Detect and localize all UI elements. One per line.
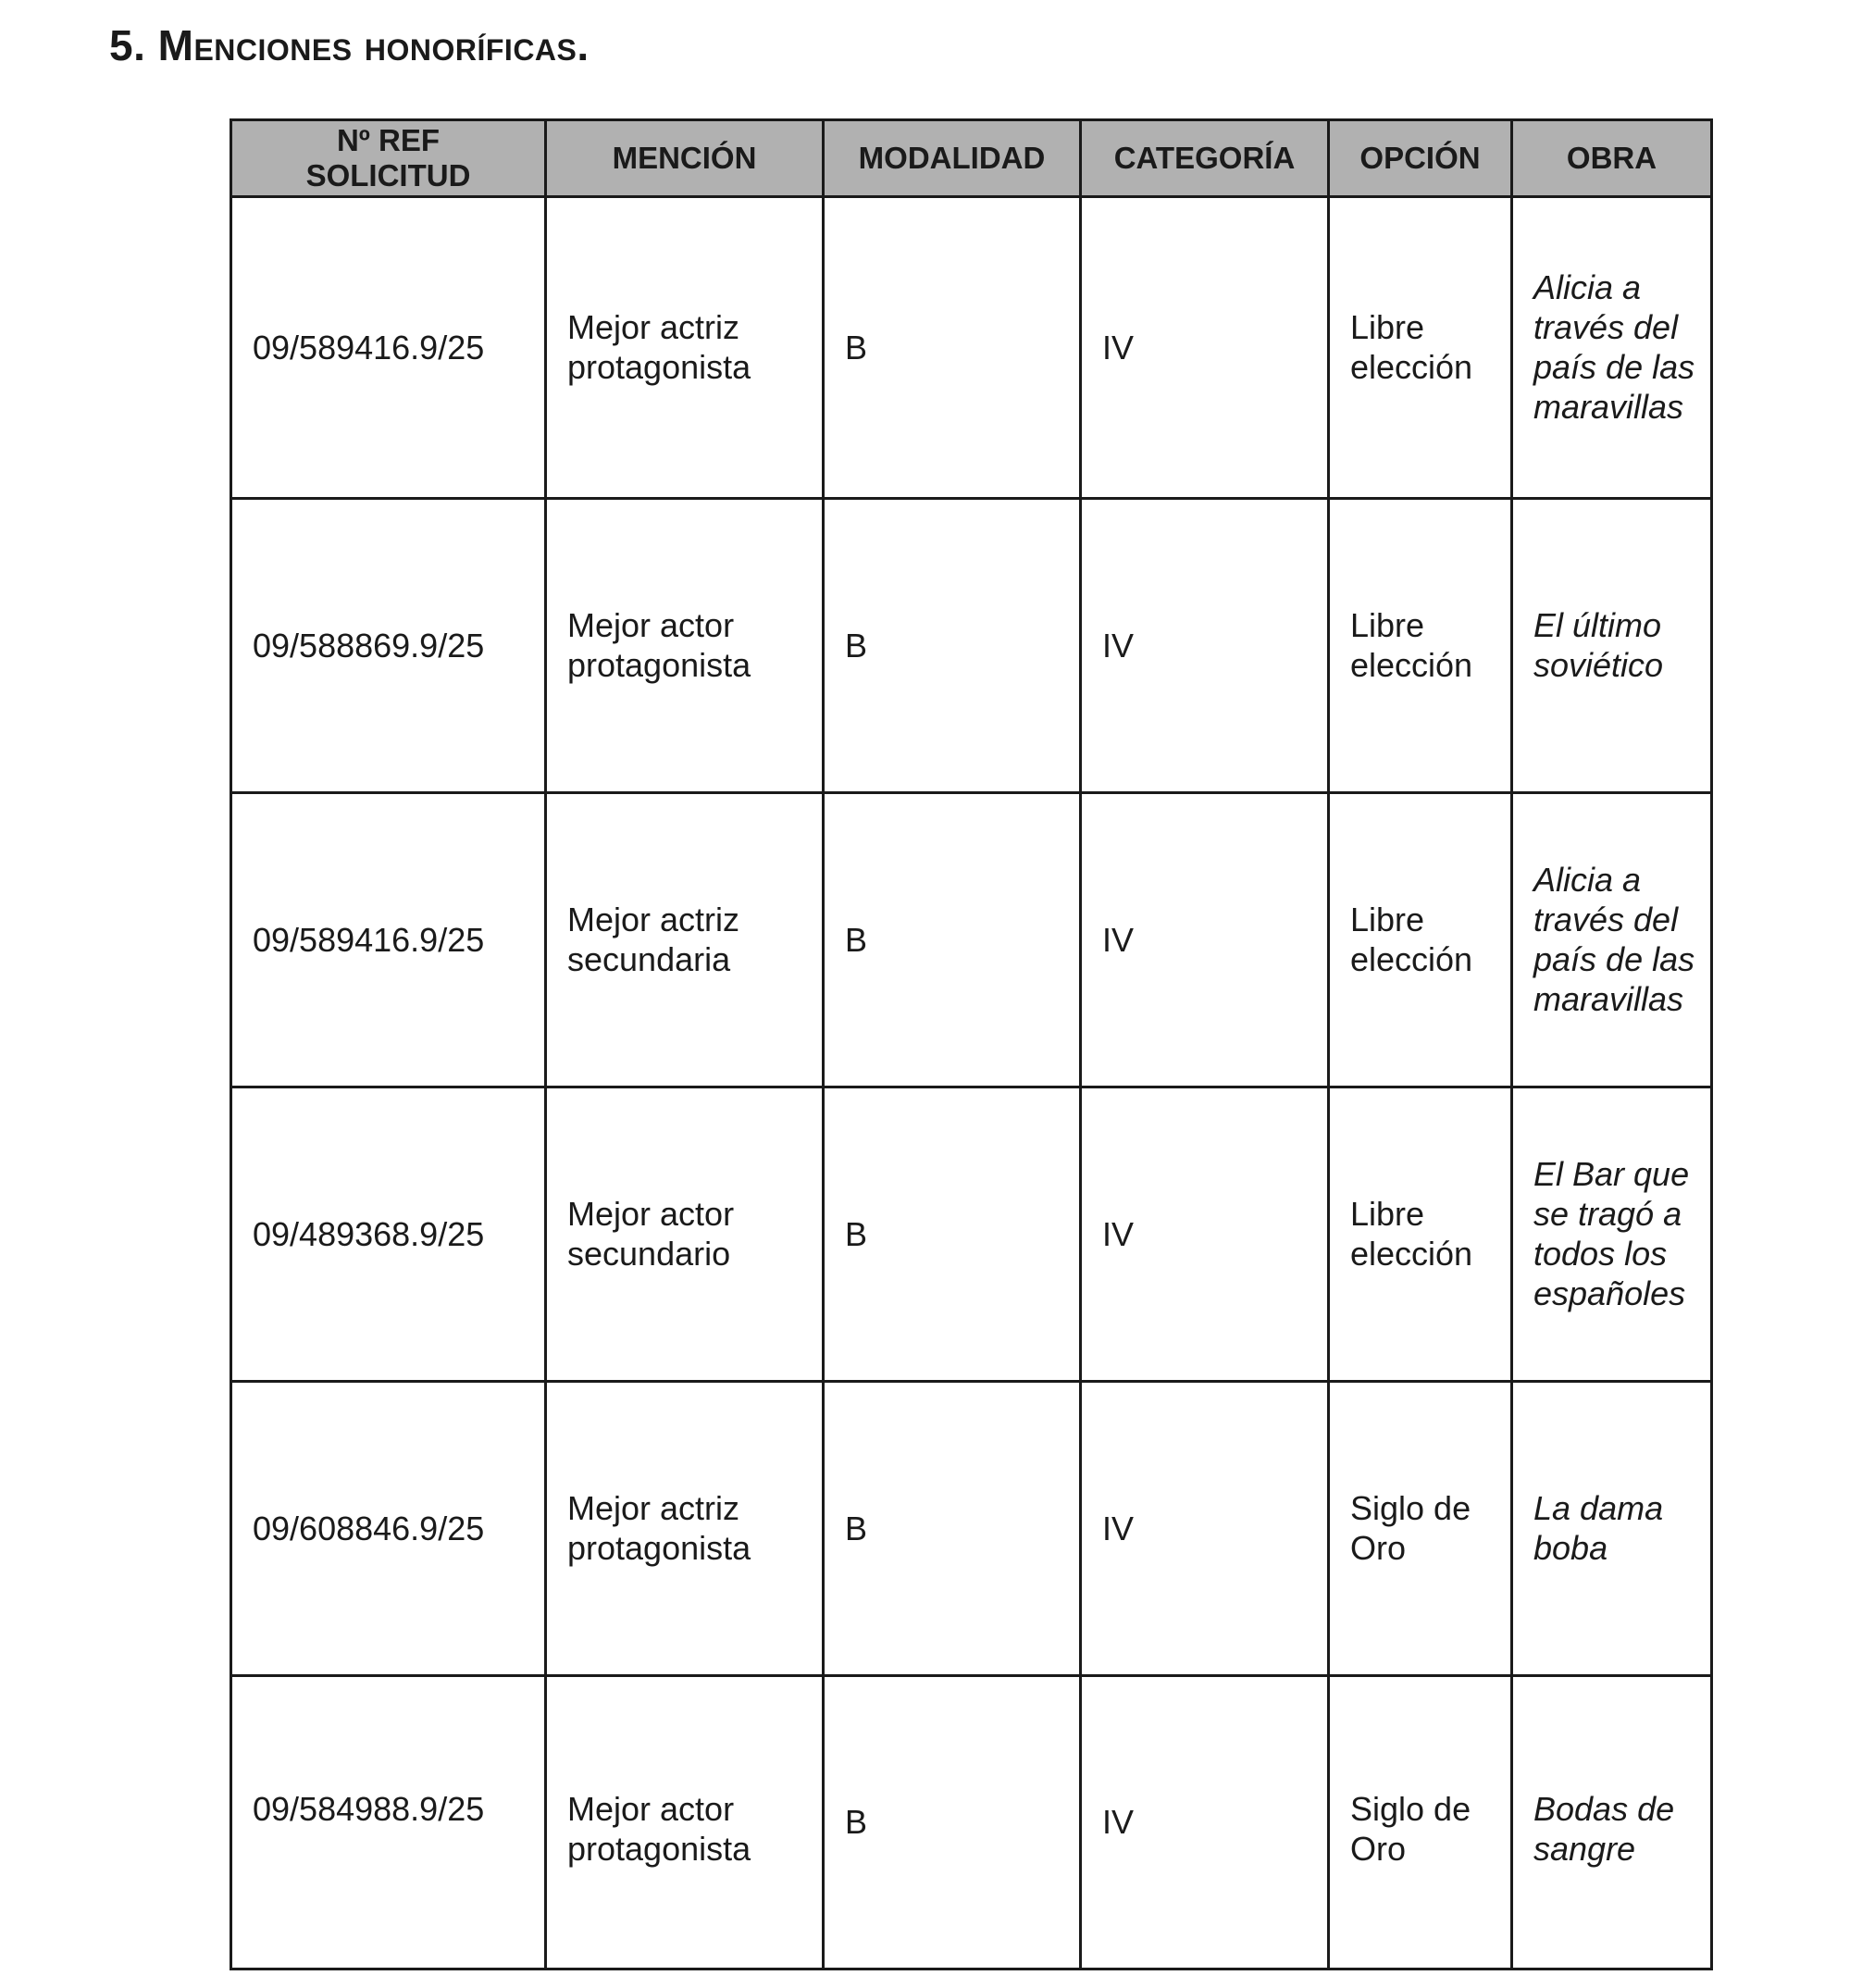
modality-cell: B [824,1675,1081,1969]
category-cell: IV [1081,196,1329,498]
category-cell: IV [1081,498,1329,792]
mention-cell: Mejor actriz secundaria [546,792,824,1087]
work-cell: Bodas de sangre [1512,1675,1712,1969]
ref-cell: 09/589416.9/25 [231,196,546,498]
modality-cell: B [824,498,1081,792]
ref-cell: 09/489368.9/25 [231,1087,546,1381]
table-header-row [231,120,1712,197]
category-cell: IV [1081,1675,1329,1969]
table-row [231,498,1712,792]
table-row [231,1381,1712,1675]
header-ref-line1: Nº REF [336,123,441,157]
option-cell: Libre elección [1329,1087,1512,1381]
category-cell: IV [1081,1381,1329,1675]
category-cell: IV [1081,1087,1329,1381]
option-cell: Siglo de Oro [1329,1675,1512,1969]
option-cell: Siglo de Oro [1329,1381,1512,1675]
work-cell: El último soviético [1512,498,1712,792]
header-category: CATEGORÍA [1081,120,1329,197]
section-title: 5. Menciones honoríficas. [109,21,590,69]
work-cell: La dama boba [1512,1381,1712,1675]
modality-cell: B [824,1381,1081,1675]
ref-cell: 09/589416.9/25 [231,792,546,1087]
honorable-mentions-table [230,118,1713,1970]
ref-cell: 09/608846.9/25 [231,1381,546,1675]
header-mention: MENCIÓN [546,120,824,197]
mention-cell: Mejor actor protagonista [546,1675,824,1969]
work-cell: El Bar que se tragó a todos los españoles [1512,1087,1712,1381]
header-ref-line2: SOLICITUD [305,157,471,193]
mention-cell: Mejor actriz protagonista [546,1381,824,1675]
mention-cell: Mejor actor secundario [546,1087,824,1381]
mention-cell: Mejor actriz protagonista [546,196,824,498]
header-modality: MODALIDAD [824,120,1081,197]
table-row [231,196,1712,498]
header-work: OBRA [1512,120,1712,197]
table-row [231,1087,1712,1381]
category-cell: IV [1081,792,1329,1087]
work-cell: Alicia a través del país de las maravillas [1512,196,1712,498]
header-option: OPCIÓN [1329,120,1512,197]
table-row [231,792,1712,1087]
header-ref-solicitud [231,120,546,197]
table-row [231,1675,1712,1969]
modality-cell: B [824,196,1081,498]
ref-cell: 09/584988.9/25 [231,1675,546,1969]
option-cell: Libre elección [1329,196,1512,498]
option-cell: Libre elección [1329,498,1512,792]
modality-cell: B [824,1087,1081,1381]
mention-cell: Mejor actor protagonista [546,498,824,792]
modality-cell: B [824,792,1081,1087]
ref-cell: 09/588869.9/25 [231,498,546,792]
option-cell: Libre elección [1329,792,1512,1087]
work-cell: Alicia a través del país de las maravillas [1512,792,1712,1087]
